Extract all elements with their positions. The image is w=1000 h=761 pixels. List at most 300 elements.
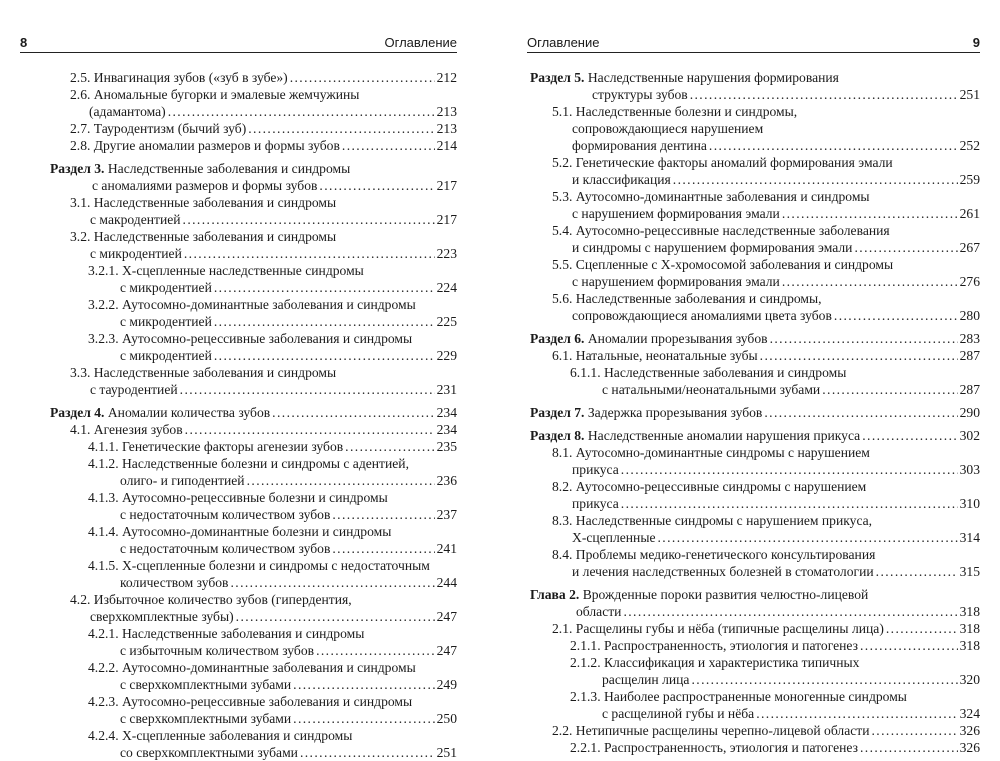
entry-title bbox=[70, 421, 183, 438]
section-label: Раздел 7. bbox=[530, 405, 585, 420]
entry-page-number: 234 bbox=[436, 422, 457, 437]
dot-leader bbox=[782, 205, 958, 222]
entry-page-number: 302 bbox=[959, 428, 980, 443]
entry-text: Наследственные аномалии нарушения прикуса bbox=[587, 428, 861, 443]
entry-page-number: 236 bbox=[436, 473, 457, 488]
dot-leader bbox=[230, 574, 434, 591]
page-header bbox=[527, 35, 980, 53]
entry-text: с недостаточным количеством зубов bbox=[120, 541, 331, 556]
dot-leader bbox=[345, 438, 434, 455]
toc-entry[interactable] bbox=[20, 421, 457, 438]
toc-section-entry[interactable] bbox=[20, 160, 457, 194]
entry-page-number: 276 bbox=[959, 274, 980, 289]
entry-text: с микродентией bbox=[120, 314, 212, 329]
dot-leader bbox=[214, 347, 435, 364]
dot-leader bbox=[185, 421, 435, 438]
entry-text: с сверхкомплектными зубами bbox=[120, 677, 292, 692]
dot-leader bbox=[184, 245, 435, 262]
toc-entry[interactable] bbox=[20, 296, 457, 330]
entry-text: 4.1.1. Генетические факторы агенезии зубов bbox=[88, 439, 344, 454]
toc-entry[interactable] bbox=[530, 512, 980, 546]
dot-leader bbox=[621, 495, 958, 512]
toc-entry[interactable] bbox=[530, 688, 980, 722]
header-rule bbox=[20, 52, 457, 53]
toc-entry[interactable] bbox=[20, 693, 457, 727]
entry-page-number: 250 bbox=[436, 711, 457, 726]
entry-page-number: 213 bbox=[436, 104, 457, 119]
entry-title bbox=[70, 69, 288, 86]
toc-entry[interactable] bbox=[20, 438, 457, 455]
entry-title bbox=[88, 455, 409, 472]
entry-page-number: 212 bbox=[436, 70, 457, 85]
toc-entry[interactable] bbox=[530, 364, 980, 398]
entry-title bbox=[120, 676, 291, 693]
entry-text: 2.8. Другие аномалии размеров и формы зубов bbox=[70, 138, 340, 153]
toc-section-entry[interactable] bbox=[530, 427, 980, 444]
toc-entry[interactable] bbox=[530, 478, 980, 512]
dot-leader bbox=[293, 676, 434, 693]
entry-text: 3.2. Наследственные заболевания и синдромы bbox=[70, 229, 337, 244]
toc-entry[interactable] bbox=[530, 222, 980, 256]
entry-title bbox=[88, 693, 412, 710]
toc-entry[interactable] bbox=[530, 444, 980, 478]
dot-leader bbox=[709, 137, 958, 154]
toc-section-entry[interactable] bbox=[530, 69, 980, 103]
toc-entry[interactable] bbox=[20, 455, 457, 489]
entry-text: 4.1.4. Аутосомно-доминантные болезни и синдромы bbox=[88, 524, 392, 539]
entry-page-number: 318 bbox=[959, 638, 980, 653]
entry-text: 8.1. Аутосомно-доминантные синдромы с нарушением bbox=[552, 445, 870, 460]
entry-title bbox=[570, 654, 859, 671]
entry-title bbox=[570, 739, 858, 756]
entry-text: олиго- и гиподентией bbox=[120, 473, 245, 488]
entry-title bbox=[120, 642, 314, 659]
entry-text: 8.4. Проблемы медико-генетического консультирования bbox=[552, 547, 876, 562]
entry-text: и синдромы с нарушением формирования эмали bbox=[572, 240, 853, 255]
entry-text: 2.1.3. Наиболее распространенные моногенные синдромы bbox=[570, 689, 907, 704]
entry-page-number: 244 bbox=[436, 575, 457, 590]
entry-title bbox=[88, 438, 343, 455]
entry-text: 4.2. Избыточное количество зубов (гипердентия, bbox=[70, 592, 352, 607]
entry-title bbox=[602, 671, 689, 688]
toc-entry[interactable] bbox=[20, 727, 457, 761]
entry-text: 3.3. Наследственные заболевания и синдромы bbox=[70, 365, 337, 380]
entry-text: 5.4. Аутосомно-рецессивные наследственные заболевания bbox=[552, 223, 890, 238]
entry-title bbox=[120, 744, 298, 761]
entry-text: прикуса bbox=[572, 496, 619, 511]
entry-title bbox=[88, 625, 364, 642]
toc-entry[interactable] bbox=[20, 86, 457, 120]
entry-page-number: 290 bbox=[959, 405, 980, 420]
dot-leader bbox=[854, 239, 957, 256]
entry-text: со сверхкомплектными зубами bbox=[120, 745, 298, 760]
entry-title bbox=[572, 137, 707, 154]
entry-title bbox=[572, 461, 619, 478]
toc-entry[interactable] bbox=[20, 557, 457, 591]
entry-page-number: 267 bbox=[959, 240, 980, 255]
entry-title bbox=[552, 478, 866, 495]
entry-text: количеством зубов bbox=[120, 575, 229, 590]
toc-entry[interactable] bbox=[20, 489, 457, 523]
table-of-contents bbox=[530, 69, 980, 756]
entry-text: 4.1.5. Х-сцепленные болезни и синдромы с недостаточным bbox=[88, 558, 430, 573]
dot-leader bbox=[248, 120, 434, 137]
entry-text: Врожденные пороки развития челюстно-лицевой bbox=[582, 587, 869, 602]
entry-text: 3.2.1. Х-сцепленные наследственные синдромы bbox=[88, 263, 364, 278]
entry-title bbox=[70, 86, 359, 103]
entry-text: 2.2.1. Распространенность, этиология и патогенез bbox=[570, 740, 858, 755]
entry-title bbox=[90, 211, 181, 228]
toc-entry[interactable] bbox=[20, 591, 457, 625]
dot-leader bbox=[214, 279, 435, 296]
entry-page-number: 259 bbox=[959, 172, 980, 187]
entry-text: 3.2.2. Аутосомно-доминантные заболевания и синдромы bbox=[88, 297, 416, 312]
dot-leader bbox=[658, 529, 958, 546]
toc-entry[interactable] bbox=[530, 188, 980, 222]
entry-text: 2.5. Инвагинация зубов («зуб в зубе») bbox=[70, 70, 288, 85]
entry-title bbox=[50, 160, 350, 177]
toc-entry[interactable] bbox=[20, 364, 457, 398]
entry-text: 6.1. Натальные, неонатальные зубы bbox=[552, 348, 758, 363]
entry-page-number: 231 bbox=[436, 382, 457, 397]
entry-text: 2.2. Нетипичные расщелины черепно-лицевой области bbox=[552, 723, 870, 738]
entry-text: 4.2.2. Аутосомно-доминантные заболевания и синдромы bbox=[88, 660, 416, 675]
entry-title bbox=[572, 205, 780, 222]
entry-title bbox=[552, 546, 875, 563]
toc-entry[interactable] bbox=[20, 120, 457, 137]
entry-page-number: 251 bbox=[436, 745, 457, 760]
entry-page-number: 251 bbox=[959, 87, 980, 102]
entry-title bbox=[88, 659, 416, 676]
dot-leader bbox=[332, 506, 434, 523]
entry-title bbox=[120, 710, 291, 727]
entry-title bbox=[88, 262, 364, 279]
dot-leader bbox=[782, 273, 958, 290]
left-page bbox=[0, 0, 490, 760]
dot-leader bbox=[876, 563, 958, 580]
entry-title bbox=[602, 381, 820, 398]
entry-text: 4.2.1. Наследственные заболевания и синдромы bbox=[88, 626, 365, 641]
entry-text: Аномалии прорезывания зубов bbox=[587, 331, 768, 346]
entry-text: (адамантома) bbox=[89, 104, 166, 119]
entry-text: 5.1. Наследственные болезни и синдромы, bbox=[552, 104, 798, 119]
dot-leader bbox=[293, 710, 434, 727]
toc-entry[interactable] bbox=[530, 256, 980, 290]
entry-text: 5.5. Сцепленные с Х-хромосомой заболевания и синдромы bbox=[552, 257, 894, 272]
entry-text: 2.1.2. Классификация и характеристика типичных bbox=[570, 655, 860, 670]
dot-leader bbox=[690, 86, 958, 103]
dot-leader bbox=[316, 642, 435, 659]
entry-text: 4.2.4. Х-сцепленные заболевания и синдромы bbox=[88, 728, 353, 743]
entry-title bbox=[572, 239, 852, 256]
entry-page-number: 217 bbox=[436, 178, 457, 193]
dot-leader bbox=[886, 620, 958, 637]
toc-entry[interactable] bbox=[20, 228, 457, 262]
entry-text: с натальными/неонатальными зубами bbox=[602, 382, 821, 397]
entry-title bbox=[570, 688, 907, 705]
entry-text: 5.6. Наследственные заболевания и синдромы, bbox=[552, 291, 822, 306]
toc-entry[interactable] bbox=[20, 137, 457, 154]
entry-page-number: 315 bbox=[959, 564, 980, 579]
dot-leader bbox=[860, 637, 958, 654]
entry-text: и классификация bbox=[572, 172, 671, 187]
entry-page-number: 324 bbox=[959, 706, 980, 721]
entry-text: с нарушением формирования эмали bbox=[572, 274, 780, 289]
entry-text: 6.1.1. Наследственные заболевания и синдромы bbox=[570, 365, 847, 380]
entry-title bbox=[552, 154, 893, 171]
dot-leader bbox=[860, 739, 958, 756]
entry-page-number: 326 bbox=[959, 740, 980, 755]
entry-text: Наследственные нарушения формирования bbox=[587, 70, 839, 85]
entry-title bbox=[570, 364, 846, 381]
entry-title bbox=[92, 177, 317, 194]
dot-leader bbox=[214, 313, 435, 330]
entry-page-number: 214 bbox=[436, 138, 457, 153]
entry-text: 5.3. Аутосомно-доминантные заболевания и синдромы bbox=[552, 189, 870, 204]
entry-title bbox=[572, 495, 619, 512]
entry-text: сверхкомплектные зубы) bbox=[90, 609, 234, 624]
entry-title bbox=[530, 586, 868, 603]
entry-title bbox=[530, 404, 762, 421]
entry-title bbox=[120, 347, 212, 364]
dot-leader bbox=[862, 427, 957, 444]
section-label: Раздел 3. bbox=[50, 161, 105, 176]
entry-text: расщелин лица bbox=[602, 672, 690, 687]
entry-title bbox=[120, 472, 245, 489]
entry-text: с макродентией bbox=[90, 212, 181, 227]
entry-page-number: 283 bbox=[959, 331, 980, 346]
entry-title bbox=[552, 347, 758, 364]
dot-leader bbox=[621, 461, 958, 478]
running-title: Оглавление bbox=[384, 35, 457, 50]
entry-text: с недостаточным количеством зубов bbox=[120, 507, 331, 522]
entry-title bbox=[88, 330, 412, 347]
section-label: Раздел 6. bbox=[530, 331, 585, 346]
dot-leader bbox=[691, 671, 957, 688]
entry-text: прикуса bbox=[572, 462, 619, 477]
toc-entry[interactable] bbox=[20, 659, 457, 693]
entry-text: 4.1.3. Аутосомно-рецессивные болезни и синдромы bbox=[88, 490, 388, 505]
entry-text: 8.2. Аутосомно-рецессивные синдромы с нарушением bbox=[552, 479, 867, 494]
entry-title bbox=[70, 228, 336, 245]
dot-leader bbox=[342, 137, 435, 154]
entry-title bbox=[120, 540, 330, 557]
toc-section-entry[interactable] bbox=[530, 330, 980, 347]
entry-page-number: 314 bbox=[959, 530, 980, 545]
entry-text: 3.2.3. Аутосомно-рецессивные заболевания и синдромы bbox=[88, 331, 413, 346]
toc-entry[interactable] bbox=[20, 262, 457, 296]
entry-title bbox=[552, 256, 893, 273]
entry-title bbox=[120, 574, 228, 591]
entry-text: Наследственные заболевания и синдромы bbox=[107, 161, 351, 176]
toc-entry[interactable] bbox=[530, 546, 980, 580]
section-label: Глава 2. bbox=[530, 587, 580, 602]
entry-page-number: 261 bbox=[959, 206, 980, 221]
dot-leader bbox=[834, 307, 958, 324]
running-title: Оглавление bbox=[527, 35, 600, 50]
entry-title bbox=[572, 529, 656, 546]
toc-entry[interactable] bbox=[530, 290, 980, 324]
entry-title bbox=[88, 296, 416, 313]
entry-text: 2.1. Расщелины губы и нёба (типичные расщелины лица) bbox=[552, 621, 884, 636]
entry-title bbox=[592, 86, 688, 103]
entry-text: и лечения наследственных болезней в стоматологии bbox=[572, 564, 874, 579]
toc-entry[interactable] bbox=[20, 69, 457, 86]
toc-section-entry[interactable] bbox=[530, 404, 980, 421]
entry-title bbox=[70, 194, 336, 211]
dot-leader bbox=[332, 540, 434, 557]
entry-title bbox=[70, 137, 340, 154]
entry-text: структуры зубов bbox=[592, 87, 688, 102]
entry-page-number: 310 bbox=[959, 496, 980, 511]
entry-page-number: 249 bbox=[436, 677, 457, 692]
entry-title bbox=[552, 512, 872, 529]
entry-page-number: 241 bbox=[436, 541, 457, 556]
entry-text: с аномалиями размеров и формы зубов bbox=[92, 178, 318, 193]
table-of-contents bbox=[20, 69, 457, 761]
section-label: Раздел 8. bbox=[530, 428, 585, 443]
dot-leader bbox=[770, 330, 958, 347]
entry-title bbox=[552, 444, 870, 461]
toc-entry[interactable] bbox=[20, 330, 457, 364]
entry-title bbox=[88, 489, 388, 506]
toc-entry[interactable] bbox=[530, 637, 980, 654]
entry-text: 2.7. Тауродентизм (бычий зуб) bbox=[70, 121, 247, 136]
entry-title bbox=[570, 637, 858, 654]
entry-text: 8.3. Наследственные синдромы с нарушением прикуса, bbox=[552, 513, 873, 528]
entry-page-number: 247 bbox=[436, 643, 457, 658]
toc-entry[interactable] bbox=[20, 625, 457, 659]
dot-leader bbox=[300, 744, 435, 761]
dot-leader bbox=[623, 603, 957, 620]
entry-title bbox=[50, 404, 270, 421]
entry-text: Х-сцепленные bbox=[572, 530, 656, 545]
entry-page-number: 318 bbox=[959, 621, 980, 636]
toc-entry[interactable] bbox=[530, 654, 980, 688]
entry-page-number: 318 bbox=[959, 604, 980, 619]
entry-title bbox=[572, 171, 671, 188]
entry-text: с микродентией bbox=[120, 348, 212, 363]
entry-text: 4.2.3. Аутосомно-рецессивные заболевания и синдромы bbox=[88, 694, 413, 709]
toc-section-entry[interactable] bbox=[530, 586, 980, 620]
entry-page-number: 303 bbox=[959, 462, 980, 477]
entry-title bbox=[576, 603, 621, 620]
page-header bbox=[20, 35, 457, 53]
entry-text: с расщелиной губы и нёба bbox=[602, 706, 755, 721]
entry-title bbox=[70, 364, 336, 381]
entry-title bbox=[552, 103, 797, 120]
entry-title bbox=[88, 727, 352, 744]
entry-title bbox=[530, 69, 839, 86]
section-label: Раздел 5. bbox=[530, 70, 585, 85]
entry-title bbox=[88, 523, 391, 540]
toc-entry[interactable] bbox=[20, 523, 457, 557]
right-page bbox=[512, 0, 1000, 755]
entry-title bbox=[552, 290, 822, 307]
dot-leader bbox=[764, 404, 957, 421]
entry-page-number: 287 bbox=[959, 382, 980, 397]
entry-page-number: 234 bbox=[436, 405, 457, 420]
toc-entry[interactable] bbox=[530, 739, 980, 756]
entry-text: формирования дентина bbox=[572, 138, 707, 153]
dot-leader bbox=[290, 69, 435, 86]
dot-leader bbox=[760, 347, 958, 364]
dot-leader bbox=[872, 722, 958, 739]
header-rule bbox=[527, 52, 980, 53]
toc-entry[interactable] bbox=[530, 103, 980, 154]
entry-title bbox=[530, 427, 860, 444]
entry-text: 4.1.2. Наследственные болезни и синдромы с адентией, bbox=[88, 456, 409, 471]
dot-leader bbox=[183, 211, 435, 228]
entry-title bbox=[572, 307, 832, 324]
entry-page-number: 287 bbox=[959, 348, 980, 363]
entry-page-number: 229 bbox=[436, 348, 457, 363]
dot-leader bbox=[822, 381, 957, 398]
entry-text: 2.6. Аномальные бугорки и эмалевые жемчужины bbox=[70, 87, 360, 102]
dot-leader bbox=[236, 608, 435, 625]
entry-title bbox=[120, 279, 212, 296]
entry-page-number: 280 bbox=[959, 308, 980, 323]
toc-entry[interactable] bbox=[530, 347, 980, 364]
dot-leader bbox=[180, 381, 435, 398]
entry-text: с сверхкомплектными зубами bbox=[120, 711, 292, 726]
entry-title bbox=[552, 222, 890, 239]
dot-leader bbox=[673, 171, 958, 188]
entry-page-number: 235 bbox=[436, 439, 457, 454]
entry-page-number: 224 bbox=[436, 280, 457, 295]
entry-title bbox=[530, 330, 768, 347]
toc-section-entry[interactable] bbox=[20, 404, 457, 421]
entry-title bbox=[602, 705, 754, 722]
entry-text: 2.1.1. Распространенность, этиология и патогенез bbox=[570, 638, 858, 653]
dot-leader bbox=[319, 177, 434, 194]
entry-title bbox=[90, 608, 234, 625]
entry-title bbox=[572, 563, 874, 580]
entry-page-number: 217 bbox=[436, 212, 457, 227]
entry-text: сопровождающиеся аномалиями цвета зубов bbox=[572, 308, 832, 323]
entry-page-number: 252 bbox=[959, 138, 980, 153]
entry-text: сопровождающиеся нарушением bbox=[572, 121, 764, 136]
toc-entry[interactable] bbox=[20, 194, 457, 228]
entry-title bbox=[552, 188, 870, 205]
entry-text: с микродентией bbox=[120, 280, 212, 295]
entry-title bbox=[120, 313, 212, 330]
entry-title bbox=[552, 620, 884, 637]
entry-page-number: 213 bbox=[436, 121, 457, 136]
entry-title bbox=[90, 245, 182, 262]
entry-text: 5.2. Генетические факторы аномалий формирования эмали bbox=[552, 155, 893, 170]
entry-title bbox=[572, 120, 763, 137]
entry-title bbox=[120, 506, 330, 523]
page-number: 8 bbox=[20, 35, 28, 50]
entry-title bbox=[70, 120, 246, 137]
entry-text: с микродентией bbox=[90, 246, 182, 261]
page-number: 9 bbox=[972, 35, 980, 50]
toc-entry[interactable] bbox=[530, 620, 980, 637]
entry-text: области bbox=[576, 604, 622, 619]
dot-leader bbox=[756, 705, 957, 722]
entry-text: с нарушением формирования эмали bbox=[572, 206, 780, 221]
toc-entry[interactable] bbox=[530, 722, 980, 739]
entry-text: Аномалии количества зубов bbox=[107, 405, 271, 420]
toc-entry[interactable] bbox=[530, 154, 980, 188]
entry-title bbox=[88, 557, 430, 574]
dot-leader bbox=[247, 472, 435, 489]
entry-page-number: 247 bbox=[436, 609, 457, 624]
entry-title bbox=[89, 103, 166, 120]
entry-page-number: 223 bbox=[436, 246, 457, 261]
entry-text: Задержка прорезывания зубов bbox=[587, 405, 763, 420]
